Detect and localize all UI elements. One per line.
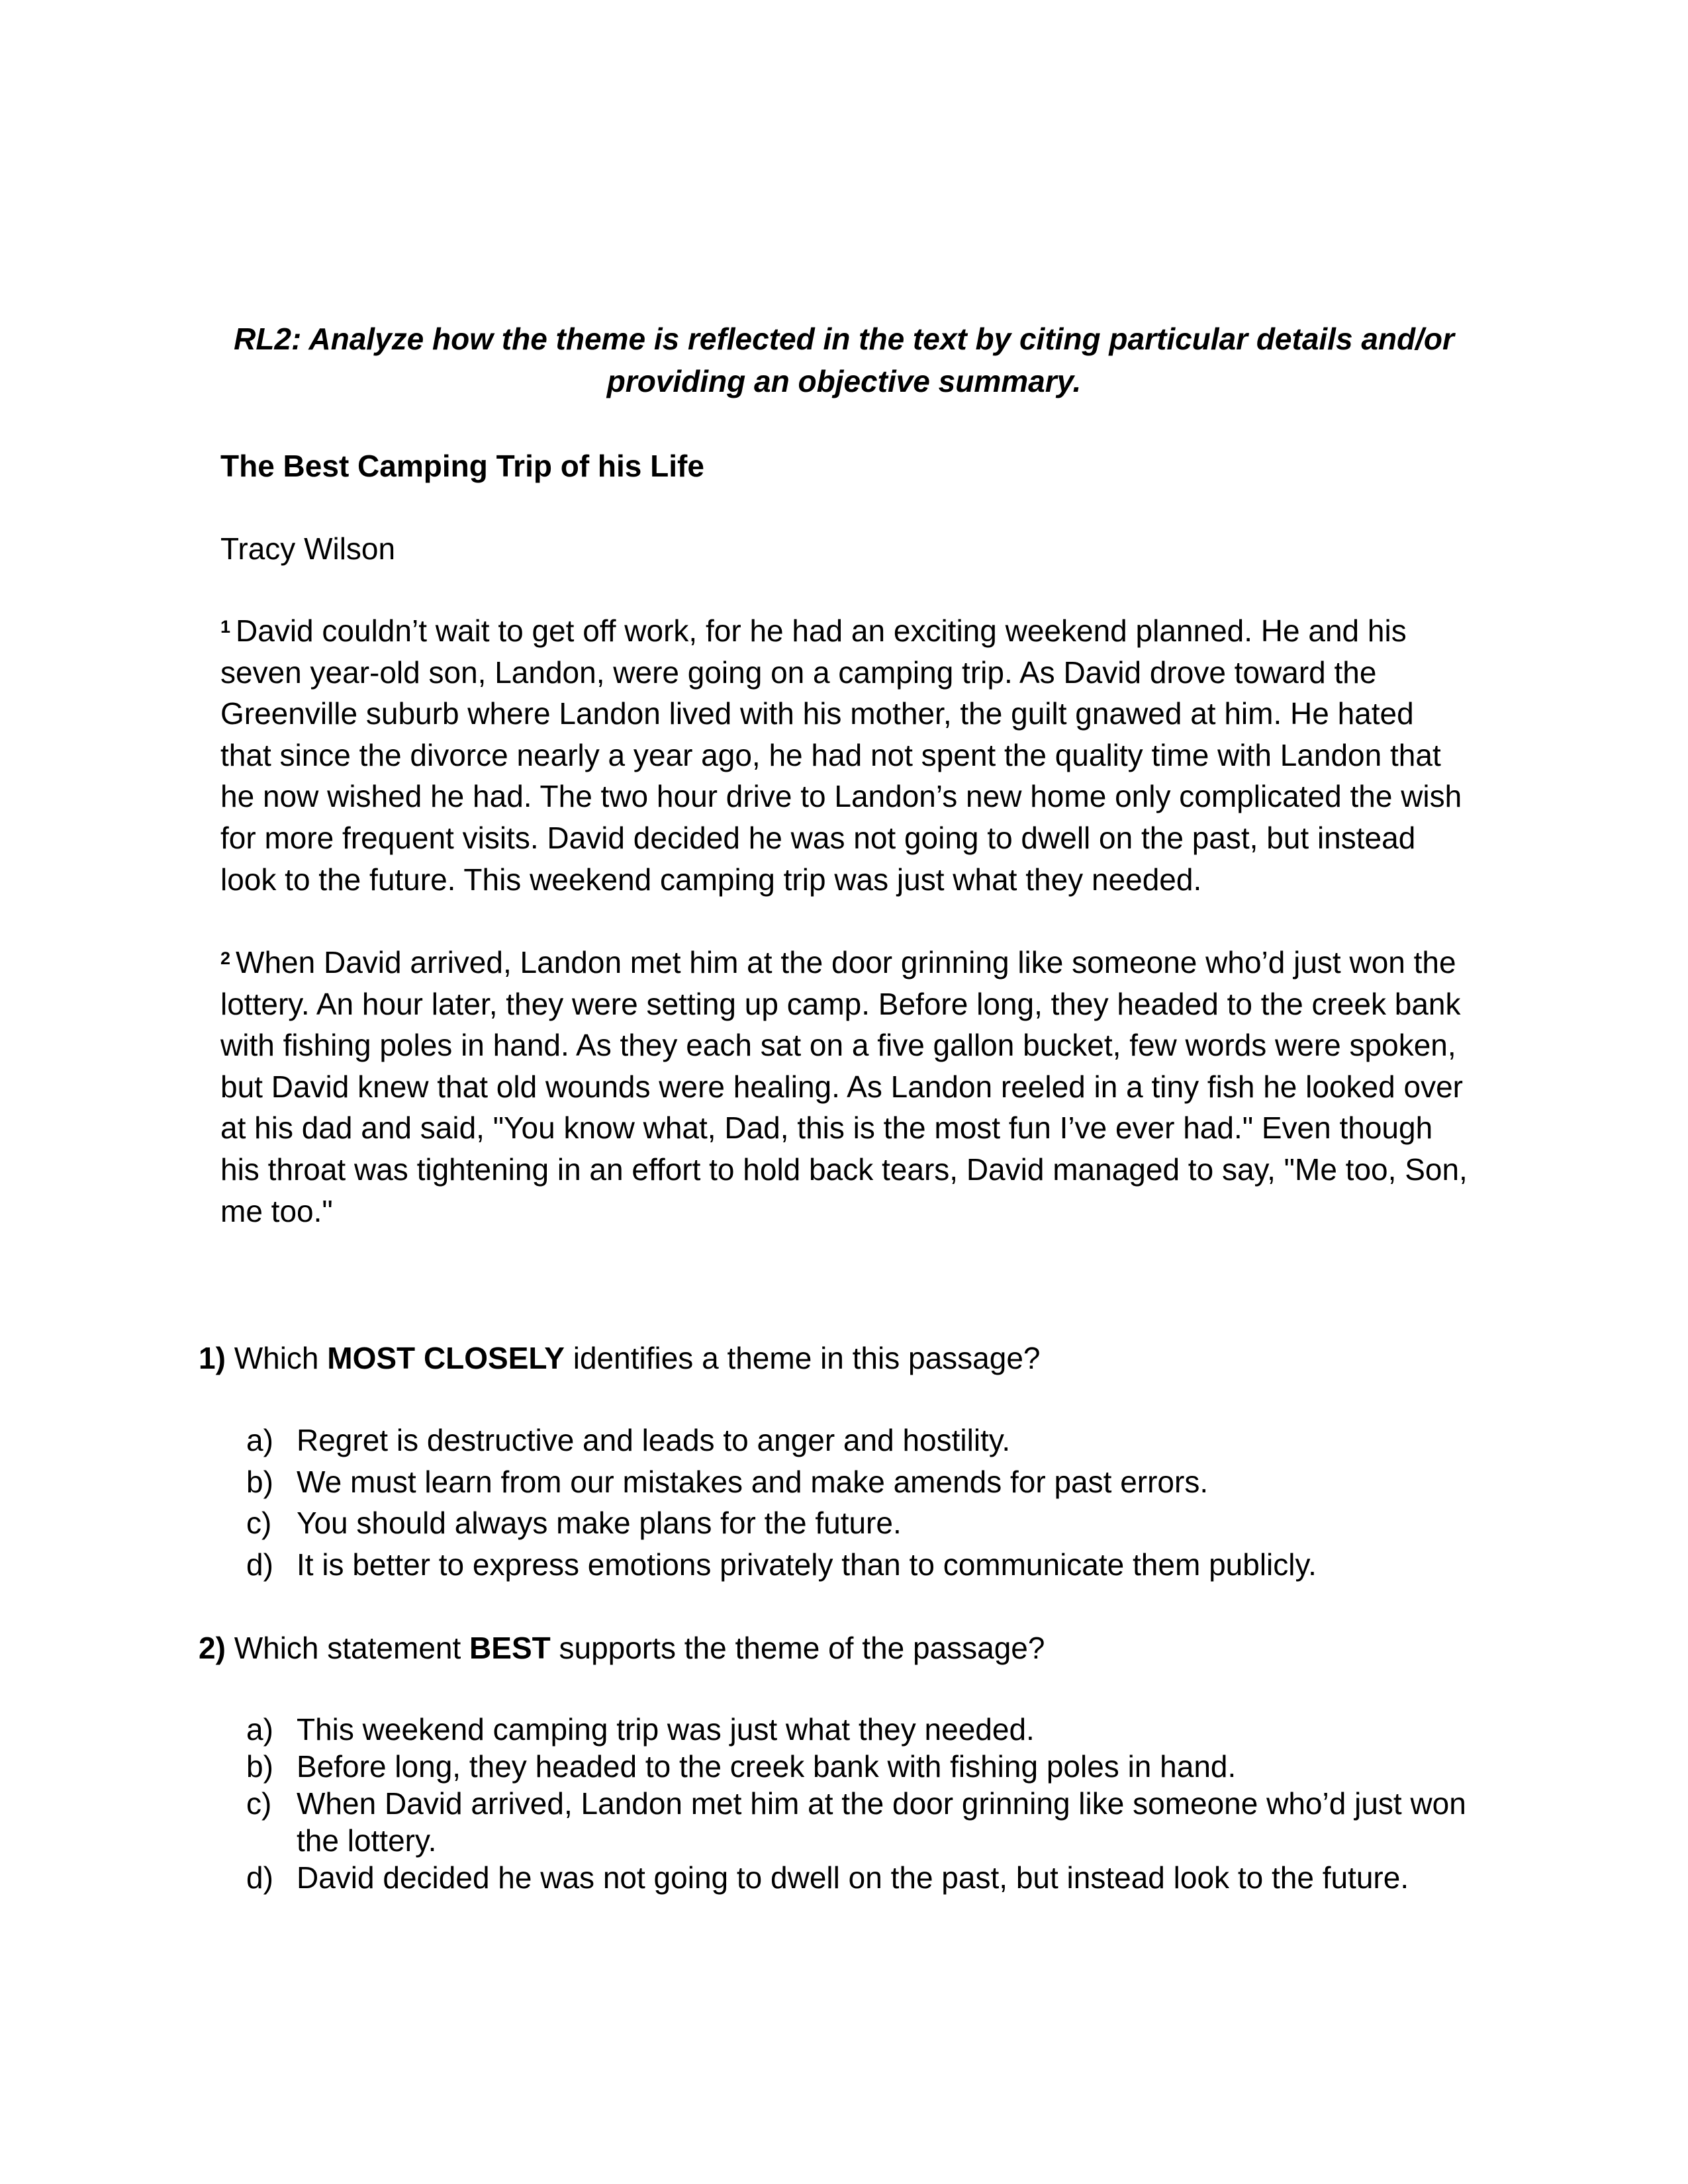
option-text: Regret is destructive and leads to anger and hostility. [297,1423,1011,1457]
question-emphasis: MOST CLOSELY [327,1341,565,1375]
option-letter: a) [246,1423,273,1457]
option-text: David decided he was not going to dwell on the past, but instead look to the future. [297,1860,1409,1895]
option-text: It is better to express emotions privately than to communicate them publicly. [297,1547,1317,1582]
paragraph-line: but David knew that old wounds were healing. As Landon reeled in a tiny fish he looked over [220,1069,1463,1104]
paragraph-line: seven year-old son, Landon, were going on a camping trip. As David drove toward the [220,655,1377,690]
answer-option-c[interactable] [246,1502,1477,1544]
paragraph-line: for more frequent visits. David decided he was not going to dwell on the past, but instead [220,820,1416,855]
option-letter: d) [246,1860,273,1895]
question-prefix: Which statement [234,1631,461,1665]
option-text: We must learn from our mistakes and make amends for past errors. [297,1464,1209,1499]
answer-option-b[interactable] [246,1461,1477,1503]
question-suffix: identifies a theme in this passage? [573,1341,1041,1375]
option-letter: a) [246,1712,273,1747]
paragraph-line: When David arrived, Landon met him at the door grinning like someone who’d just won the [236,945,1456,979]
question-number: 1) [199,1341,226,1375]
answer-option-a[interactable] [246,1711,1477,1748]
story-author: Tracy Wilson [220,531,396,566]
question-number: 2) [199,1631,226,1665]
paragraph-number: 2 [220,948,231,968]
option-letter: b) [246,1749,273,1784]
paragraph-line: that since the divorce nearly a year ago, he had not spent the quality time with Landon that [220,737,1441,772]
option-letter: b) [246,1464,273,1499]
answer-option-b[interactable] [246,1748,1477,1785]
story-paragraph-2 [220,942,1491,1232]
question-prefix: Which [234,1341,319,1375]
standard-heading [199,318,1489,402]
paragraph-line: me too." [220,1193,333,1228]
paragraph-line: lottery. An hour later, they were setting up camp. Before long, they headed to the creek bank [220,986,1461,1021]
paragraph-line: with fishing poles in hand. As they each sat on a five gallon bucket, few words were spoken, [220,1028,1456,1063]
option-letter: c) [246,1506,272,1541]
question-emphasis: BEST [469,1631,551,1665]
standard-line-1: RL2: Analyze how the theme is reflected in the text by citing particular details and/or [234,322,1454,356]
option-text: You should always make plans for the future. [297,1506,902,1541]
option-text-line: When David arrived, Landon met him at the door grinning like someone who’d just won [297,1786,1466,1821]
story-paragraph-1 [220,610,1491,900]
option-letter: c) [246,1786,272,1821]
paragraph-line: Greenville suburb where Landon lived with his mother, the guilt gnawed at him. He hated [220,696,1414,731]
question-1-options [246,1420,1477,1585]
option-text: Before long, they headed to the creek bank with fishing poles in hand. [297,1749,1237,1784]
paragraph-line: at his dad and said, "You know what, Dad, this is the most fun I’ve ever had." Even though [220,1111,1433,1146]
question-2-options [246,1711,1477,1896]
option-text-line: the lottery. [297,1823,437,1858]
paragraph-number: 1 [220,617,231,637]
answer-option-d[interactable] [246,1859,1477,1896]
question-suffix: supports the theme of the passage? [559,1631,1045,1665]
option-text: This weekend camping trip was just what they needed. [297,1712,1035,1747]
answer-option-d[interactable] [246,1544,1477,1586]
standard-line-2: providing an objective summary. [606,364,1082,398]
paragraph-line: look to the future. This weekend camping trip was just what they needed. [220,862,1202,897]
option-text [297,1785,1477,1859]
answer-option-a[interactable] [246,1420,1477,1461]
paragraph-line: David couldn’t wait to get off work, for he had an exciting weekend planned. He and his [236,614,1407,648]
story-title: The Best Camping Trip of his Life [220,449,704,483]
question-1 [199,1337,1041,1379]
answer-option-c[interactable] [246,1785,1477,1859]
question-2 [199,1627,1045,1669]
paragraph-line: he now wished he had. The two hour drive to Landon’s new home only complicated the wish [220,779,1462,814]
paragraph-line: his throat was tightening in an effort to hold back tears, David managed to say, "Me too, Son, [220,1152,1468,1187]
option-letter: d) [246,1547,273,1582]
